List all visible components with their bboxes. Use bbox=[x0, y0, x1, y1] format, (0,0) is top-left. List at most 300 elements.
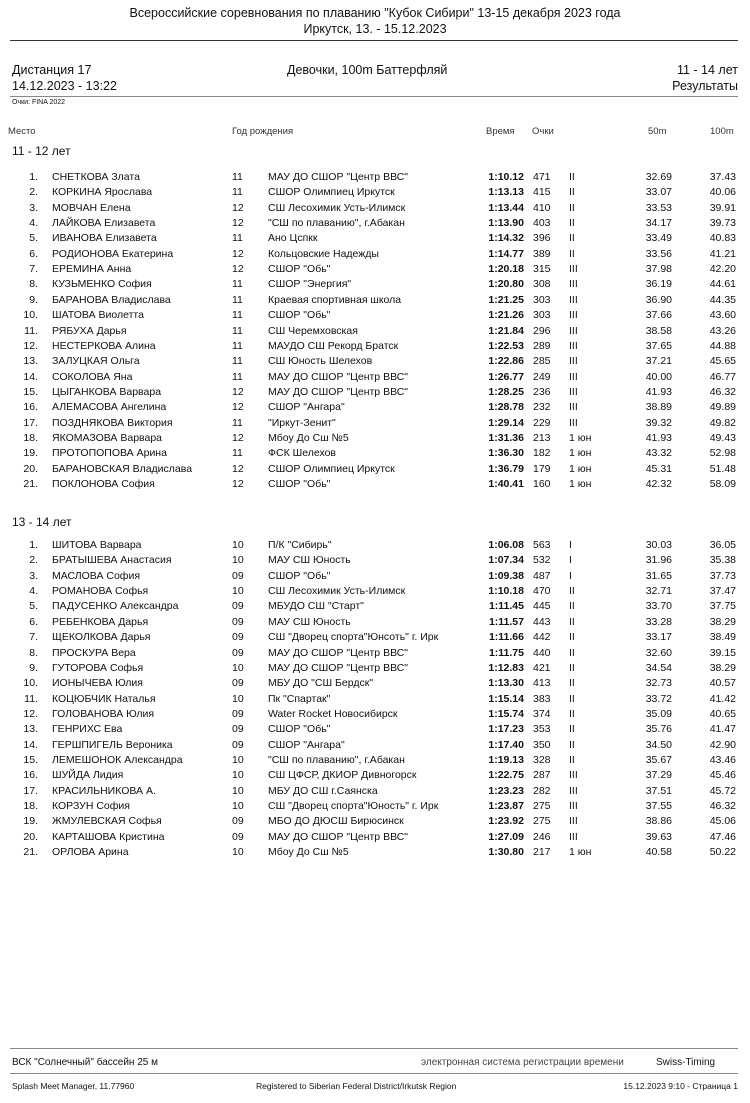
table-row bbox=[0, 600, 750, 613]
split-100m: 46.32 bbox=[709, 385, 736, 398]
points-value: 413 bbox=[533, 677, 551, 690]
club-name: МАУ ДО СШОР "Центр ВВС" bbox=[268, 646, 409, 659]
split-100m: 39.15 bbox=[709, 646, 736, 659]
points-value: 236 bbox=[533, 385, 551, 398]
club-name: СШОР "Обь" bbox=[268, 478, 331, 490]
athlete-name: КОРКИНА Ярослава bbox=[52, 186, 153, 199]
athlete-name: ГЕРШПИГЕЛЬ Вероника bbox=[52, 738, 173, 751]
rank-category: III bbox=[569, 416, 578, 429]
place-cell: 15. bbox=[23, 385, 38, 398]
document-title: Всероссийские соревнования по плаванию "Кубок Сибири" 13-15 декабря 2023 года bbox=[129, 6, 621, 20]
footer-software: Splash Meet Manager, 11.77960 bbox=[12, 1081, 135, 1091]
birth-year: 11 bbox=[232, 416, 243, 429]
event-status: Результаты bbox=[672, 79, 738, 93]
club-name: СШ "Дворец спорта"Юнсоть" г. Ирк bbox=[268, 631, 439, 644]
split-100m: 42.20 bbox=[709, 263, 736, 276]
points-value: 229 bbox=[533, 416, 551, 429]
club-name: СШ "Дворец спорта"Юность" г. Ирк bbox=[268, 800, 439, 812]
rank-category: II bbox=[569, 631, 575, 644]
club-name: СШ ЦФСР, ДКИОР Дивногорск bbox=[268, 769, 417, 782]
table-row bbox=[0, 554, 750, 567]
place-cell: 14. bbox=[23, 370, 38, 383]
athlete-name: РОДИОНОВА Екатерина bbox=[52, 247, 174, 260]
place-cell: 16. bbox=[23, 769, 38, 782]
split-50m: 32.73 bbox=[645, 677, 672, 690]
rank-category: III bbox=[569, 263, 578, 276]
split-50m: 30.03 bbox=[645, 539, 672, 551]
rank-category: II bbox=[569, 661, 575, 674]
club-name: СШОР "Обь" bbox=[268, 723, 331, 736]
athlete-name: ИОНЫЧЕВА Юлия bbox=[52, 677, 143, 690]
club-name: Water Rocket Новосибирск bbox=[268, 707, 398, 720]
rank-category: I bbox=[569, 569, 572, 582]
split-100m: 35.38 bbox=[709, 554, 736, 567]
place-cell: 11. bbox=[24, 692, 38, 705]
rank-category: II bbox=[569, 201, 575, 214]
club-name: МАУ ДО СШОР "Центр ВВС" bbox=[268, 370, 409, 383]
athlete-name: КАРТАШОВА Кристина bbox=[52, 830, 165, 843]
place-cell: 12. bbox=[23, 339, 38, 352]
table-row bbox=[0, 800, 750, 813]
athlete-name: МАСЛОВА София bbox=[52, 569, 140, 582]
table-row bbox=[0, 831, 750, 844]
birth-year: 09 bbox=[232, 723, 244, 736]
table-row bbox=[0, 739, 750, 752]
club-name: СШОР Олимпиец Иркутск bbox=[268, 462, 395, 475]
rank-category: 1 юн bbox=[569, 447, 592, 460]
result-time: 1:09.38 bbox=[488, 569, 524, 582]
split-100m: 37.73 bbox=[709, 569, 736, 582]
table-row bbox=[0, 708, 750, 721]
split-50m: 36.90 bbox=[645, 293, 672, 306]
athlete-name: АЛЕМАСОВА Ангелина bbox=[52, 401, 167, 414]
split-100m: 43.46 bbox=[709, 753, 736, 766]
points-value: 303 bbox=[533, 293, 551, 306]
points-value: 249 bbox=[533, 370, 551, 383]
col-header-birth: Год рождения bbox=[232, 126, 294, 137]
split-50m: 37.21 bbox=[645, 355, 672, 368]
athlete-name: БРАТЫШЕВА Анастасия bbox=[52, 554, 172, 567]
header-divider bbox=[10, 40, 738, 41]
split-50m: 32.71 bbox=[645, 585, 672, 597]
table-row bbox=[0, 294, 750, 307]
result-time: 1:17.23 bbox=[488, 723, 524, 736]
split-50m: 37.66 bbox=[645, 309, 672, 322]
rank-category: III bbox=[569, 830, 578, 843]
points-value: 287 bbox=[533, 769, 551, 782]
athlete-name: ЯКОМАЗОВА Варвара bbox=[52, 431, 163, 444]
birth-year: 12 bbox=[232, 478, 244, 490]
place-cell: 5. bbox=[29, 600, 38, 613]
place-cell: 1. bbox=[29, 539, 38, 551]
split-50m: 33.72 bbox=[645, 692, 672, 705]
split-50m: 39.63 bbox=[645, 830, 672, 843]
result-time: 1:40.41 bbox=[488, 478, 524, 490]
split-100m: 44.61 bbox=[709, 278, 736, 291]
club-name: СШ Юность Шелехов bbox=[268, 355, 373, 368]
club-name: ФСК Шелехов bbox=[268, 447, 336, 460]
split-100m: 43.26 bbox=[709, 324, 736, 337]
place-cell: 4. bbox=[29, 217, 38, 230]
result-time: 1:06.08 bbox=[488, 539, 524, 551]
club-name: Кольцовские Надежды bbox=[268, 247, 379, 260]
split-50m: 40.00 bbox=[645, 370, 672, 383]
place-cell: 13. bbox=[23, 723, 38, 736]
split-50m: 40.58 bbox=[645, 846, 672, 858]
place-cell: 5. bbox=[29, 232, 38, 245]
birth-year: 12 bbox=[232, 401, 244, 414]
birth-year: 09 bbox=[232, 677, 244, 690]
birth-year: 09 bbox=[232, 815, 244, 828]
rank-category: II bbox=[569, 692, 575, 705]
split-100m: 38.49 bbox=[709, 631, 736, 644]
group-title-11-12: 11 - 12 лет bbox=[12, 144, 71, 158]
rank-category: II bbox=[569, 707, 575, 720]
birth-year: 11 bbox=[232, 186, 243, 199]
split-50m: 37.98 bbox=[645, 263, 672, 276]
points-value: 374 bbox=[533, 707, 551, 720]
split-50m: 34.17 bbox=[645, 217, 672, 230]
points-value: 396 bbox=[533, 232, 551, 245]
club-name: МБУДО СШ "Старт" bbox=[268, 600, 364, 613]
table-row bbox=[0, 232, 750, 245]
place-cell: 8. bbox=[29, 278, 38, 291]
result-time: 1:22.75 bbox=[488, 769, 524, 782]
split-100m: 39.91 bbox=[709, 201, 736, 214]
result-time: 1:11.66 bbox=[488, 631, 524, 644]
footer-timing-system: Swiss-Timing bbox=[656, 1057, 716, 1068]
athlete-name: ПАДУСЕНКО Александра bbox=[52, 600, 179, 613]
split-50m: 32.60 bbox=[645, 646, 672, 659]
birth-year: 09 bbox=[232, 646, 244, 659]
club-name: СШОР "Обь" bbox=[268, 263, 331, 276]
split-100m: 44.88 bbox=[709, 339, 736, 352]
rank-category: II bbox=[569, 738, 575, 751]
split-50m: 35.09 bbox=[645, 707, 672, 720]
athlete-name: РОМАНОВА Софья bbox=[52, 585, 149, 597]
athlete-name: КОРЗУН София bbox=[52, 800, 130, 812]
birth-year: 11 bbox=[232, 324, 243, 337]
table-row bbox=[0, 478, 750, 491]
club-name: СШОР "Энергия" bbox=[268, 278, 352, 291]
place-cell: 2. bbox=[29, 554, 38, 567]
club-name: "СШ по плаванию", г.Абакан bbox=[268, 753, 405, 766]
birth-year: 10 bbox=[232, 846, 244, 858]
club-name: Краевая спортивная школа bbox=[268, 293, 402, 306]
club-name: МАУ ДО СШОР "Центр ВВС" bbox=[268, 385, 409, 398]
split-50m: 31.96 bbox=[645, 554, 672, 567]
place-cell: 8. bbox=[29, 646, 38, 659]
result-time: 1:20.18 bbox=[488, 263, 524, 276]
split-50m: 43.32 bbox=[645, 447, 672, 460]
result-time: 1:20.80 bbox=[488, 278, 524, 291]
athlete-name: ЦЫГАНКОВА Варвара bbox=[52, 385, 162, 398]
birth-year: 11 bbox=[232, 447, 243, 460]
col-header-time: Время bbox=[486, 126, 515, 137]
club-name: МАУ СШ Юность bbox=[268, 554, 351, 567]
club-name: "СШ по плаванию", г.Абакан bbox=[268, 217, 405, 230]
split-100m: 43.60 bbox=[709, 309, 736, 322]
birth-year: 09 bbox=[232, 631, 244, 644]
result-time: 1:12.83 bbox=[488, 661, 524, 674]
points-value: 296 bbox=[533, 324, 551, 337]
result-time: 1:30.80 bbox=[488, 846, 524, 858]
birth-year: 10 bbox=[232, 753, 244, 766]
points-value: 275 bbox=[533, 800, 551, 812]
points-value: 563 bbox=[533, 539, 551, 551]
athlete-name: КРАСИЛЬНИКОВА А. bbox=[52, 784, 156, 797]
table-row bbox=[0, 723, 750, 736]
place-cell: 9. bbox=[29, 293, 38, 306]
result-time: 1:23.23 bbox=[488, 784, 524, 797]
split-100m: 37.47 bbox=[709, 585, 736, 597]
table-row bbox=[0, 447, 750, 460]
place-cell: 21. bbox=[23, 478, 38, 490]
birth-year: 12 bbox=[232, 431, 244, 444]
split-50m: 45.31 bbox=[645, 462, 672, 475]
split-100m: 51.48 bbox=[709, 462, 736, 475]
points-value: 443 bbox=[533, 615, 551, 628]
club-name: МАУ ДО СШОР "Центр ВВС" bbox=[268, 830, 409, 843]
result-time: 1:23.92 bbox=[488, 815, 524, 828]
group-title-13-14: 13 - 14 лет bbox=[12, 515, 72, 529]
rank-category: III bbox=[569, 769, 578, 782]
table-row bbox=[0, 401, 750, 414]
club-name: СШ Лесохимик Усть-Илимск bbox=[268, 585, 406, 597]
athlete-name: БАРАНОВСКАЯ Владислава bbox=[52, 462, 193, 475]
points-value: 179 bbox=[533, 462, 551, 475]
split-100m: 40.83 bbox=[709, 232, 736, 245]
club-name: СШОР "Обь" bbox=[268, 309, 331, 322]
split-50m: 37.29 bbox=[645, 769, 672, 782]
rank-category: II bbox=[569, 646, 575, 659]
rank-category: III bbox=[569, 339, 578, 352]
athlete-name: ЛАЙКОВА Елизавета bbox=[52, 217, 156, 230]
split-50m: 35.67 bbox=[645, 753, 672, 766]
rank-category: III bbox=[569, 784, 578, 797]
result-time: 1:11.45 bbox=[488, 600, 524, 613]
split-50m: 34.50 bbox=[645, 738, 672, 751]
result-time: 1:22.86 bbox=[488, 355, 524, 368]
points-value: 350 bbox=[533, 738, 551, 751]
result-time: 1:29.14 bbox=[488, 416, 524, 429]
split-100m: 37.43 bbox=[709, 171, 736, 183]
place-cell: 17. bbox=[23, 416, 38, 429]
table-row bbox=[0, 278, 750, 291]
table-row bbox=[0, 202, 750, 215]
place-cell: 17. bbox=[23, 784, 38, 797]
athlete-name: СНЕТКОВА Злата bbox=[52, 171, 140, 183]
result-time: 1:13.44 bbox=[488, 201, 524, 214]
birth-year: 09 bbox=[232, 615, 244, 628]
split-100m: 41.47 bbox=[709, 723, 736, 736]
club-name: СШОР "Ангара" bbox=[268, 401, 345, 414]
place-cell: 20. bbox=[23, 830, 38, 843]
club-name: СШ Лесохимик Усть-Илимск bbox=[268, 201, 406, 214]
points-value: 232 bbox=[533, 401, 551, 414]
points-value: 470 bbox=[533, 585, 551, 597]
place-cell: 9. bbox=[29, 661, 38, 674]
athlete-name: ЗАЛУЦКАЯ Ольга bbox=[52, 355, 140, 368]
rank-category: II bbox=[569, 753, 575, 766]
points-value: 246 bbox=[533, 830, 551, 843]
points-value: 471 bbox=[533, 171, 551, 183]
athlete-name: ИВАНОВА Елизавета bbox=[52, 232, 157, 245]
table-row bbox=[0, 785, 750, 798]
result-time: 1:11.75 bbox=[488, 646, 524, 659]
split-100m: 46.77 bbox=[709, 370, 736, 383]
result-time: 1:27.09 bbox=[488, 830, 524, 843]
split-50m: 33.07 bbox=[645, 186, 672, 199]
split-50m: 35.76 bbox=[645, 723, 672, 736]
split-100m: 47.46 bbox=[709, 830, 736, 843]
athlete-name: РЕБЕНКОВА Дарья bbox=[52, 615, 149, 628]
rank-category: II bbox=[569, 615, 575, 628]
birth-year: 11 bbox=[232, 355, 243, 368]
result-time: 1:28.25 bbox=[488, 385, 524, 398]
rank-category: 1 юн bbox=[569, 462, 592, 475]
points-value: 403 bbox=[533, 217, 551, 230]
split-50m: 39.32 bbox=[645, 416, 672, 429]
place-cell: 3. bbox=[29, 201, 38, 214]
club-name: Ано Цспкк bbox=[268, 232, 318, 245]
table-row bbox=[0, 248, 750, 261]
split-50m: 33.49 bbox=[645, 232, 672, 245]
rank-category: II bbox=[569, 171, 575, 183]
result-time: 1:10.12 bbox=[488, 171, 524, 183]
birth-year: 11 bbox=[232, 339, 243, 352]
points-value: 445 bbox=[533, 600, 551, 613]
result-time: 1:21.26 bbox=[488, 309, 524, 322]
result-time: 1:22.53 bbox=[488, 339, 524, 352]
points-value: 440 bbox=[533, 646, 551, 659]
table-row bbox=[0, 340, 750, 353]
place-cell: 13. bbox=[23, 355, 38, 368]
athlete-name: ГЕНРИХС Ева bbox=[52, 723, 123, 736]
athlete-name: СОКОЛОВА Яна bbox=[52, 370, 133, 383]
rank-category: II bbox=[569, 723, 575, 736]
points-value: 487 bbox=[533, 569, 551, 582]
points-value: 303 bbox=[533, 309, 551, 322]
points-value: 213 bbox=[533, 431, 551, 444]
rank-category: 1 юн bbox=[569, 846, 592, 858]
event-datetime: 14.12.2023 - 13:22 bbox=[12, 79, 117, 93]
result-time: 1:14.77 bbox=[488, 247, 524, 260]
split-100m: 45.65 bbox=[709, 355, 736, 368]
split-100m: 58.09 bbox=[709, 478, 736, 490]
rank-category: II bbox=[569, 247, 575, 260]
birth-year: 12 bbox=[232, 217, 244, 230]
result-time: 1:31.36 bbox=[488, 431, 524, 444]
birth-year: 10 bbox=[232, 661, 244, 674]
place-cell: 15. bbox=[23, 753, 38, 766]
table-row bbox=[0, 769, 750, 782]
split-50m: 33.17 bbox=[645, 631, 672, 644]
col-header-place: Место bbox=[8, 126, 36, 137]
points-value: 308 bbox=[533, 278, 551, 291]
points-value: 285 bbox=[533, 355, 551, 368]
footer-timing-label: электронная система регистрации времени bbox=[421, 1057, 624, 1068]
rank-category: 1 юн bbox=[569, 478, 592, 490]
athlete-name: ШАТОВА Виолетта bbox=[52, 309, 144, 322]
athlete-name: ПОКЛОНОВА София bbox=[52, 478, 155, 490]
points-value: 328 bbox=[533, 753, 551, 766]
split-50m: 33.53 bbox=[645, 201, 672, 214]
rank-category: II bbox=[569, 232, 575, 245]
points-value: 532 bbox=[533, 554, 551, 567]
points-value: 389 bbox=[533, 247, 551, 260]
table-row bbox=[0, 815, 750, 828]
table-row bbox=[0, 539, 750, 552]
table-row bbox=[0, 263, 750, 276]
birth-year: 09 bbox=[232, 830, 244, 843]
rank-category: III bbox=[569, 800, 578, 812]
birth-year: 10 bbox=[232, 800, 244, 812]
place-cell: 12. bbox=[23, 707, 38, 720]
split-100m: 39.73 bbox=[709, 217, 736, 230]
rank-category: III bbox=[569, 370, 578, 383]
place-cell: 11. bbox=[24, 324, 38, 337]
rank-category: III bbox=[569, 278, 578, 291]
athlete-name: ПОЗДНЯКОВА Виктория bbox=[52, 416, 173, 429]
split-100m: 40.57 bbox=[709, 677, 736, 690]
footer-divider-top bbox=[10, 1048, 738, 1049]
club-name: МБУ ДО "СШ Бердск" bbox=[268, 677, 374, 690]
points-value: 415 bbox=[533, 186, 551, 199]
table-row bbox=[0, 616, 750, 629]
rank-category: III bbox=[569, 815, 578, 828]
points-note: Очки: FINA 2022 bbox=[12, 99, 66, 106]
split-50m: 37.55 bbox=[645, 800, 672, 812]
rank-category: 1 юн bbox=[569, 431, 592, 444]
table-row bbox=[0, 463, 750, 476]
points-value: 410 bbox=[533, 201, 551, 214]
split-50m: 38.86 bbox=[645, 815, 672, 828]
result-time: 1:10.18 bbox=[488, 585, 524, 597]
place-cell: 19. bbox=[23, 447, 38, 460]
birth-year: 11 bbox=[232, 309, 243, 322]
points-value: 275 bbox=[533, 815, 551, 828]
split-100m: 45.46 bbox=[709, 769, 736, 782]
split-50m: 33.56 bbox=[645, 247, 672, 260]
points-value: 442 bbox=[533, 631, 551, 644]
result-time: 1:36.30 bbox=[488, 447, 524, 460]
result-time: 1:19.13 bbox=[488, 753, 524, 766]
footer-divider-bottom bbox=[10, 1073, 738, 1074]
table-row bbox=[0, 754, 750, 767]
table-row bbox=[0, 186, 750, 199]
table-row bbox=[0, 677, 750, 690]
place-cell: 6. bbox=[29, 615, 38, 628]
table-row bbox=[0, 309, 750, 322]
athlete-name: ПРОСКУРА Вера bbox=[52, 646, 136, 659]
points-value: 182 bbox=[533, 447, 551, 460]
result-time: 1:26.77 bbox=[488, 370, 524, 383]
table-row bbox=[0, 371, 750, 384]
split-100m: 41.42 bbox=[709, 692, 736, 705]
club-name: МАУ СШ Юность bbox=[268, 615, 351, 628]
athlete-name: ОРЛОВА Арина bbox=[52, 846, 129, 858]
split-50m: 36.19 bbox=[645, 278, 672, 291]
birth-year: 09 bbox=[232, 707, 244, 720]
club-name: МБУ ДО СШ г.Саянска bbox=[268, 784, 378, 797]
table-row bbox=[0, 217, 750, 230]
rank-category: III bbox=[569, 324, 578, 337]
table-row bbox=[0, 325, 750, 338]
rank-category: II bbox=[569, 585, 575, 597]
club-name: МАУДО СШ Рекорд Братск bbox=[268, 339, 399, 352]
split-50m: 37.51 bbox=[645, 784, 672, 797]
